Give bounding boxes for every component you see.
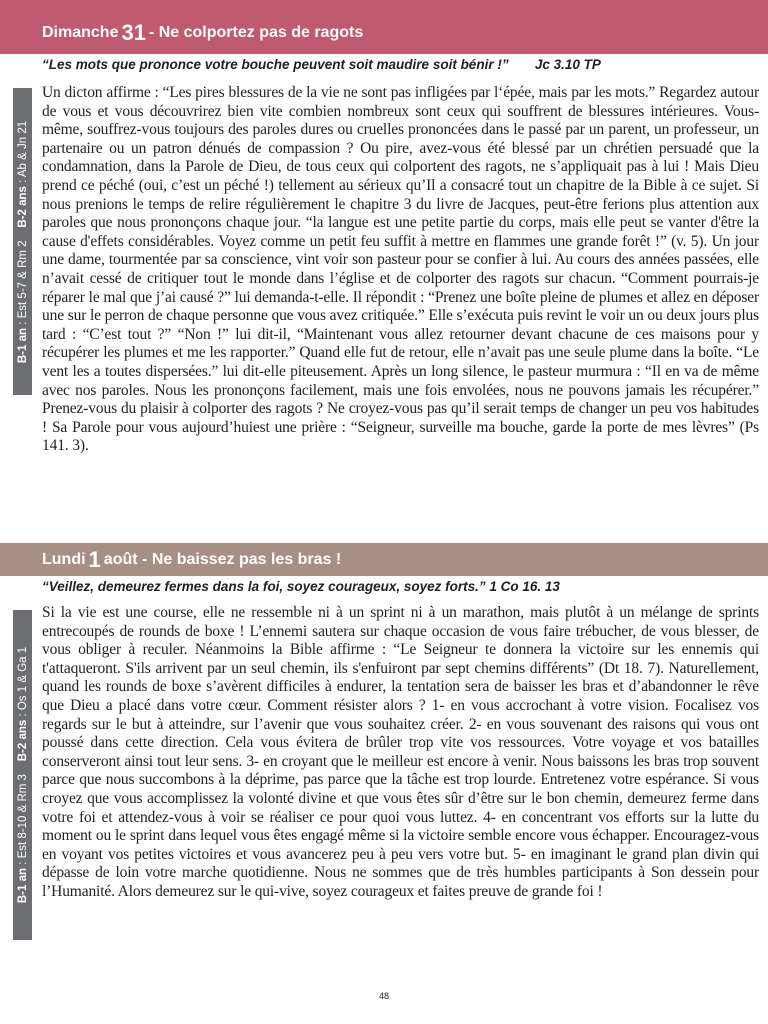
reading-plan-sidebar <box>13 88 32 395</box>
plan-1-year-refs: : Est 5-7 & Rm 2 <box>16 239 29 328</box>
key-verse <box>42 579 742 594</box>
month-name: août <box>103 550 138 568</box>
plan-2-years-refs: : Os 1 & Ga 1 <box>16 646 29 720</box>
day-header-sunday <box>0 0 768 54</box>
day-number: 31 <box>121 20 146 45</box>
page-number: 48 <box>378 991 389 1001</box>
devotional-text: Si la vie est une course, elle ne ressemble ni à un sprint ni à un marathon, mais plutôt à un mélange de sprints entrecoupés de rounds de boxe ! L’ennemi sautera sur chaque occasion de vous faire trébucher, de vous blesser, de vous obliger à reculer. Néanmoins la Bible affirme : “Le Seigneur te donnera la victoire sur les ennemis qui t'attaqueront. S'ils arrivent par un seul chemin, ils s'enfuiront par sept chemins différents” (Dt 18. 7). Naturellement, quand les rounds de boxe s’avèrent difficiles à endurer, la tentation sera de baisser les bras et d’abandonner le rêve que Dieu a placé dans votre cœur. Comment résister alors ? 1- en vous accrochant à votre vision. Focalisez vos regards sur le but à atteindre, sur l’avenir que vous souhaitez créer. 2- en vous souvenant des raisons qui vous ont poussé dans cette direction. Cela vous évitera de brûler trop vite vos ressources. Votre voyage et vos batailles conserveront ainsi tout leur sens. 3- en croyant que le meilleur est encore à venir. Nous baissons les bras trop souvent parce que nous succombons à la déprime, pas parce que la tâche est trop lourde. Entretenez votre espérance. Si vous croyez que vous accomplissez la volonté divine et que vous êtes sûr d’être sur le bon chemin, demeurez ferme dans votre foi et attendez-vous à voir se réaliser ce pour quoi vous luttez. 4- en concentrant vos efforts sur la lutte du moment ou le sprint dans lequel vous êtes engagé même si la victoire semble encore vous échapper. Encouragez-vous en voyant vos petites victoires et vous avancerez peu à peu vers votre but. 5- en imaginant le grand plan divin qui dépasse de loin votre marche quotidienne. Nous ne sommes que de très humbles participants à Son dessein pour l’Humanité. Alors demeurez sur le qui-vive, soyez courageux et faites preuve de grande foi ! <box>42 604 759 900</box>
key-verse <box>42 57 742 72</box>
verse-text: “Veillez, demeurez fermes dans la foi, soyez courageux, soyez forts.” 1 Co 16. 13 <box>42 579 560 594</box>
day-title: Ne colportez pas de ragots <box>158 24 364 41</box>
day-name: Dimanche <box>42 24 119 41</box>
verse-text: “Les mots que prononce votre bouche peuvent soit maudire soit bénir !” <box>42 57 509 72</box>
plan-1-year-refs: : Est 8-10 & Rm 3 <box>16 774 29 868</box>
day-title: Ne baissez pas les bras ! <box>151 550 342 568</box>
title-separator: - <box>142 550 148 568</box>
reading-plan-sidebar <box>13 610 32 940</box>
title-separator: - <box>148 24 155 41</box>
plan-1-year-label: B-1 an <box>16 327 29 363</box>
devotional-text: Un dicton affirme : “Les pires blessures de la vie ne sont pas infligées par l‘épée, mais par les mots.” Regardez autour de vous et vous découvrirez bien vite combien nombreux sont ceux qui souffrent de blessures intérieures. Vous-même, souffrez-vous toujours des paroles dures ou cruelles prononcées dans le passé par un parent, un professeur, un partenaire ou un patron dénués de compassion ? Ou pire, avez-vous été blessé par un chrétien persuadé que la condamnation, dans la Parole de Dieu, de tous ceux qui colportent des ragots, ne s’appliquait pas à lui ! Mais Dieu prend ce péché (oui, c’est un péché !) tellement au sérieux qu’Il a consacré tout un chapitre de la Bible à ce sujet. Si nous prenions le temps de relire régulièrement le chapitre 3 du livre de Jacques, peut-être ferions plus attention aux paroles que nous prononçons chaque jour. “la langue est une petite partie du corps, mais elle peut se vanter d'être la cause d'effets considérables. Voyez comme un petit feu suffit à mettre en flammes une grande forêt !” (v. 5). Un jour une dame, tourmentée par sa conscience, vint voir son pasteur pour se confier à lui. Au cours des années passées, elle n’avait cessé de critiquer tout le monde dans l’église et de colporter des ragots sur chacun. “Comment pourrais-je réparer le mal que j’ai causé ?” lui demanda-t-elle. Il répondit : “Prenez une boîte pleine de plumes et allez en déposer une sur le perron de chaque personne que vous avez critiquée.” Elle s’exécuta puis revint le voir un ou deux jours plus tard : “C’est tout ?” “Non !” lui dit-il, “Maintenant vous allez retourner devant chacune de ces maisons pour y récupérer les plumes et me les rapporter.” Quand elle fut de retour, elle n’avait pas une seule plume dans la boîte. “Le vent les a toutes dispersées.” lui dit-elle piteusement. Après un long silence, le pasteur murmura : “Il en va de même avec nos paroles. Nous les prononçons facilement, mais une fois envolées, nous ne pouvons jamais les récupérer.” Prenez-vous du plaisir à colporter des ragots ? Ne croyez-vous pas qu’il serait temps de changer un peu vos habitudes ! Sa Parole pour vous aujourd’huiest une prière : “Seigneur, surveille ma bouche, garde la porte de mes lèvres” (Ps 141. 3). <box>42 84 759 455</box>
plan-1-year-label: B-1 an <box>16 868 29 904</box>
day-number: 1 <box>88 546 101 572</box>
verse-reference: Jc 3.10 TP <box>534 57 601 72</box>
plan-2-years-label: B-2 ans <box>16 719 29 762</box>
plan-2-years-refs: : Ab & Jn 21 <box>16 120 29 186</box>
plan-2-years-label: B-2 ans <box>16 185 29 228</box>
day-name: Lundi <box>42 550 86 568</box>
day-header-monday <box>0 543 768 576</box>
